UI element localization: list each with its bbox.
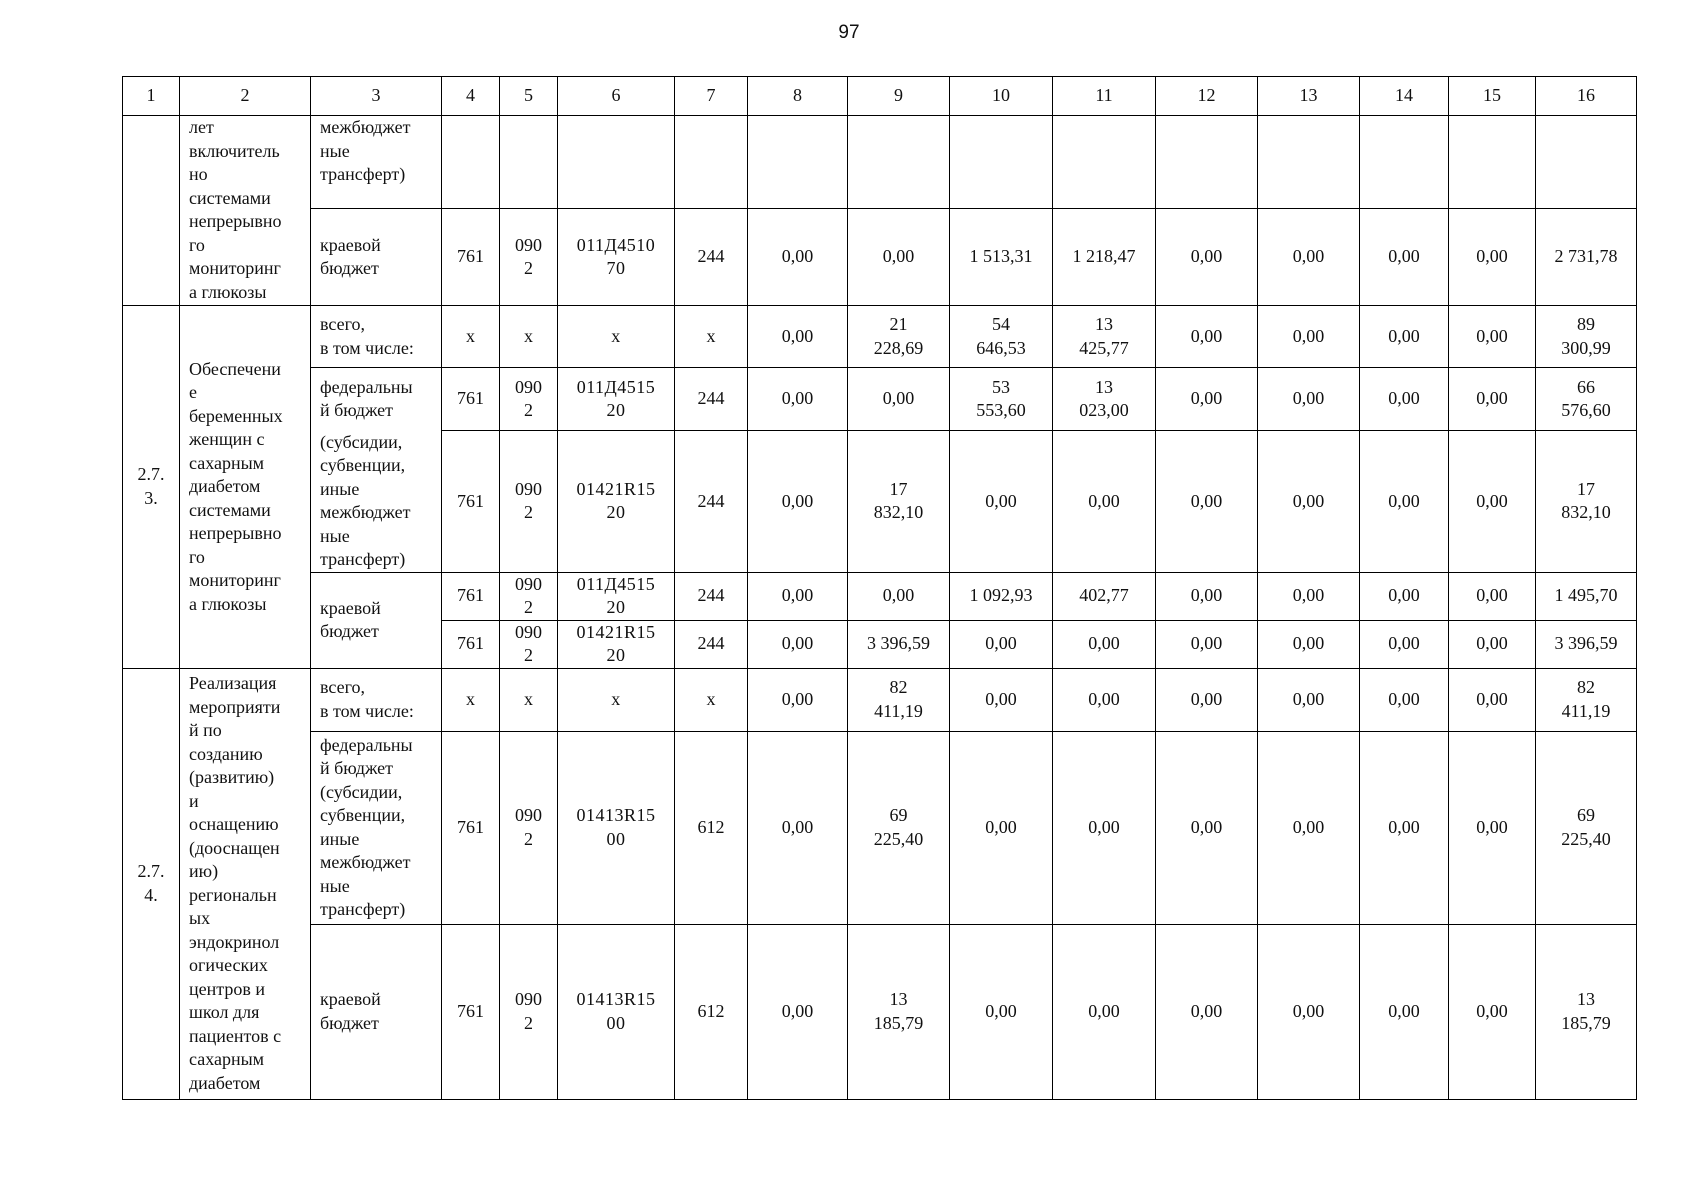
cell-value: 0,00 xyxy=(1258,209,1360,306)
funding-source: федеральны й бюджет xyxy=(311,368,442,431)
cell-value: x xyxy=(442,306,500,368)
funding-source: (субсидии, субвенции, иные межбюджет ные трансферт) xyxy=(311,431,442,573)
column-number: 6 xyxy=(558,77,675,116)
cell-value: 761 xyxy=(442,572,500,620)
cell-value: 0,00 xyxy=(1258,572,1360,620)
column-number: 13 xyxy=(1258,77,1360,116)
cell-value: 612 xyxy=(675,731,748,924)
cell-value: 1 513,31 xyxy=(950,209,1053,306)
cell-value: 3 396,59 xyxy=(848,620,950,668)
cell-value xyxy=(558,116,675,209)
cell-value: 82 411,19 xyxy=(848,668,950,731)
cell-value: 0,00 xyxy=(1053,431,1156,573)
cell-value: 1 218,47 xyxy=(1053,209,1156,306)
cell-value: 0,00 xyxy=(748,368,848,431)
cell-value: 0,00 xyxy=(1053,620,1156,668)
cell-value: 0,00 xyxy=(1053,924,1156,1099)
cell-value: 761 xyxy=(442,209,500,306)
cell-value: 0,00 xyxy=(748,209,848,306)
cell-value xyxy=(1053,116,1156,209)
cell-value: 0,00 xyxy=(748,731,848,924)
funding-source: федеральны й бюджет (субсидии, субвенции, иные межбюджет ные трансферт) xyxy=(311,731,442,924)
cell-value: 1 495,70 xyxy=(1536,572,1637,620)
cell-value: 090 2 xyxy=(500,620,558,668)
cell-value: 21 228,69 xyxy=(848,306,950,368)
cell-value: 761 xyxy=(442,731,500,924)
column-number: 16 xyxy=(1536,77,1637,116)
column-number: 4 xyxy=(442,77,500,116)
cell-value: x xyxy=(442,668,500,731)
cell-value: 0,00 xyxy=(1360,731,1449,924)
column-number: 3 xyxy=(311,77,442,116)
column-number: 14 xyxy=(1360,77,1449,116)
cell-value: 0,00 xyxy=(1258,620,1360,668)
cell-value: 244 xyxy=(675,620,748,668)
cell-value: 01421R15 20 xyxy=(558,620,675,668)
cell-value: 761 xyxy=(442,924,500,1099)
cell-value xyxy=(950,116,1053,209)
cell-value: 69 225,40 xyxy=(848,731,950,924)
cell-value xyxy=(1156,116,1258,209)
cell-value: 0,00 xyxy=(1449,572,1536,620)
cell-value: 0,00 xyxy=(1053,668,1156,731)
cell-value: 011Д4515 20 xyxy=(558,368,675,431)
cell-value: 0,00 xyxy=(748,668,848,731)
table-row xyxy=(123,572,1637,620)
cell-value: 0,00 xyxy=(1156,572,1258,620)
cell-value: 01421R15 20 xyxy=(558,431,675,573)
cell-value: 0,00 xyxy=(1449,731,1536,924)
column-number: 7 xyxy=(675,77,748,116)
cell-value xyxy=(848,116,950,209)
cell-value: 0,00 xyxy=(1156,668,1258,731)
cell-value xyxy=(500,116,558,209)
cell-value: 0,00 xyxy=(1360,620,1449,668)
funding-source: всего, в том числе: xyxy=(311,306,442,368)
budget-table xyxy=(122,76,1637,1100)
cell-value: 0,00 xyxy=(1360,431,1449,573)
cell-value: 0,00 xyxy=(1449,209,1536,306)
cell-value: 761 xyxy=(442,620,500,668)
cell-value: 761 xyxy=(442,368,500,431)
cell-value xyxy=(1536,116,1637,209)
cell-value: 0,00 xyxy=(748,431,848,573)
column-number: 9 xyxy=(848,77,950,116)
cell-value: 0,00 xyxy=(950,924,1053,1099)
cell-value: 13 185,79 xyxy=(848,924,950,1099)
cell-value: 0,00 xyxy=(748,572,848,620)
cell-value: 54 646,53 xyxy=(950,306,1053,368)
cell-value: x xyxy=(558,668,675,731)
item-name: лет включитель но системами непрерывно го мониторинг а глюкозы xyxy=(180,116,311,306)
cell-value: 090 2 xyxy=(500,731,558,924)
cell-value: 090 2 xyxy=(500,368,558,431)
item-number xyxy=(123,116,180,306)
funding-source: межбюджет ные трансферт) xyxy=(311,116,442,209)
cell-value: 0,00 xyxy=(748,924,848,1099)
cell-value: 0,00 xyxy=(950,620,1053,668)
item-name: Реализация мероприяти й по созданию (развитию) и оснащению (дооснащен ию) региональн ых эндокринол огических центров и школ для пациентов с сахарным диабетом xyxy=(180,668,311,1099)
cell-value: 0,00 xyxy=(950,731,1053,924)
cell-value: 0,00 xyxy=(1156,431,1258,573)
cell-value: 0,00 xyxy=(1258,368,1360,431)
cell-value: 0,00 xyxy=(1156,731,1258,924)
cell-value: 89 300,99 xyxy=(1536,306,1637,368)
cell-value: 0,00 xyxy=(848,368,950,431)
cell-value: 090 2 xyxy=(500,209,558,306)
cell-value: 612 xyxy=(675,924,748,1099)
cell-value: x xyxy=(675,668,748,731)
cell-value: 0,00 xyxy=(1360,572,1449,620)
table-row xyxy=(123,731,1637,924)
cell-value: 0,00 xyxy=(1449,306,1536,368)
table-row xyxy=(123,368,1637,431)
cell-value: 090 2 xyxy=(500,431,558,573)
table-row xyxy=(123,306,1637,368)
column-number: 10 xyxy=(950,77,1053,116)
cell-value xyxy=(675,116,748,209)
cell-value xyxy=(1449,116,1536,209)
cell-value: 0,00 xyxy=(848,572,950,620)
cell-value: 0,00 xyxy=(1156,924,1258,1099)
table-row xyxy=(123,209,1637,306)
cell-value: 244 xyxy=(675,209,748,306)
page-number: 97 xyxy=(838,22,860,43)
cell-value: x xyxy=(500,668,558,731)
column-number: 2 xyxy=(180,77,311,116)
cell-value: 011Д4510 70 xyxy=(558,209,675,306)
column-number: 5 xyxy=(500,77,558,116)
table-row xyxy=(123,116,1637,209)
cell-value: 0,00 xyxy=(1449,431,1536,573)
item-number: 2.7. 4. xyxy=(123,668,180,1099)
table-row xyxy=(123,668,1637,731)
cell-value: 0,00 xyxy=(1449,924,1536,1099)
cell-value: 01413R15 00 xyxy=(558,731,675,924)
cell-value: 0,00 xyxy=(1156,306,1258,368)
cell-value: 090 2 xyxy=(500,924,558,1099)
funding-source: краевой бюджет xyxy=(311,209,442,306)
item-number: 2.7. 3. xyxy=(123,306,180,669)
cell-value: 0,00 xyxy=(748,306,848,368)
column-number: 11 xyxy=(1053,77,1156,116)
column-number: 15 xyxy=(1449,77,1536,116)
cell-value: 53 553,60 xyxy=(950,368,1053,431)
column-number: 12 xyxy=(1156,77,1258,116)
cell-value: 17 832,10 xyxy=(848,431,950,573)
cell-value: 0,00 xyxy=(1360,368,1449,431)
cell-value: 011Д4515 20 xyxy=(558,572,675,620)
cell-value: 402,77 xyxy=(1053,572,1156,620)
cell-value: 0,00 xyxy=(1360,924,1449,1099)
cell-value: 0,00 xyxy=(848,209,950,306)
cell-value: 0,00 xyxy=(1156,209,1258,306)
cell-value: 13 023,00 xyxy=(1053,368,1156,431)
funding-source: краевой бюджет xyxy=(311,572,442,668)
funding-source: всего, в том числе: xyxy=(311,668,442,731)
cell-value: 0,00 xyxy=(1449,620,1536,668)
cell-value: x xyxy=(558,306,675,368)
cell-value: 0,00 xyxy=(1053,731,1156,924)
column-number-row xyxy=(123,77,1637,116)
cell-value: 13 185,79 xyxy=(1536,924,1637,1099)
column-number: 8 xyxy=(748,77,848,116)
column-number: 1 xyxy=(123,77,180,116)
cell-value: 0,00 xyxy=(1258,431,1360,573)
cell-value: 244 xyxy=(675,431,748,573)
cell-value: 66 576,60 xyxy=(1536,368,1637,431)
cell-value: 01413R15 00 xyxy=(558,924,675,1099)
funding-source: краевой бюджет xyxy=(311,924,442,1099)
cell-value: 0,00 xyxy=(950,431,1053,573)
cell-value: 0,00 xyxy=(1258,924,1360,1099)
cell-value xyxy=(1258,116,1360,209)
cell-value xyxy=(1360,116,1449,209)
cell-value: 17 832,10 xyxy=(1536,431,1637,573)
cell-value: 0,00 xyxy=(1156,368,1258,431)
cell-value: 82 411,19 xyxy=(1536,668,1637,731)
cell-value: 0,00 xyxy=(1449,368,1536,431)
cell-value: 13 425,77 xyxy=(1053,306,1156,368)
cell-value: 0,00 xyxy=(1258,668,1360,731)
table-row xyxy=(123,431,1637,573)
cell-value: 1 092,93 xyxy=(950,572,1053,620)
cell-value: 0,00 xyxy=(1258,731,1360,924)
cell-value: 0,00 xyxy=(1360,306,1449,368)
cell-value: 0,00 xyxy=(950,668,1053,731)
cell-value: 0,00 xyxy=(1156,620,1258,668)
cell-value xyxy=(442,116,500,209)
cell-value: 2 731,78 xyxy=(1536,209,1637,306)
cell-value: 69 225,40 xyxy=(1536,731,1637,924)
cell-value: 761 xyxy=(442,431,500,573)
cell-value xyxy=(748,116,848,209)
cell-value: 3 396,59 xyxy=(1536,620,1637,668)
cell-value: 0,00 xyxy=(1449,668,1536,731)
cell-value: 244 xyxy=(675,368,748,431)
cell-value: 0,00 xyxy=(1258,306,1360,368)
cell-value: x xyxy=(675,306,748,368)
cell-value: 0,00 xyxy=(748,620,848,668)
cell-value: x xyxy=(500,306,558,368)
item-name: Обеспечени е беременных женщин с сахарным диабетом системами непрерывно го мониторинг а глюкозы xyxy=(180,306,311,669)
table-row xyxy=(123,924,1637,1099)
cell-value: 0,00 xyxy=(1360,668,1449,731)
cell-value: 244 xyxy=(675,572,748,620)
cell-value: 0,00 xyxy=(1360,209,1449,306)
cell-value: 090 2 xyxy=(500,572,558,620)
